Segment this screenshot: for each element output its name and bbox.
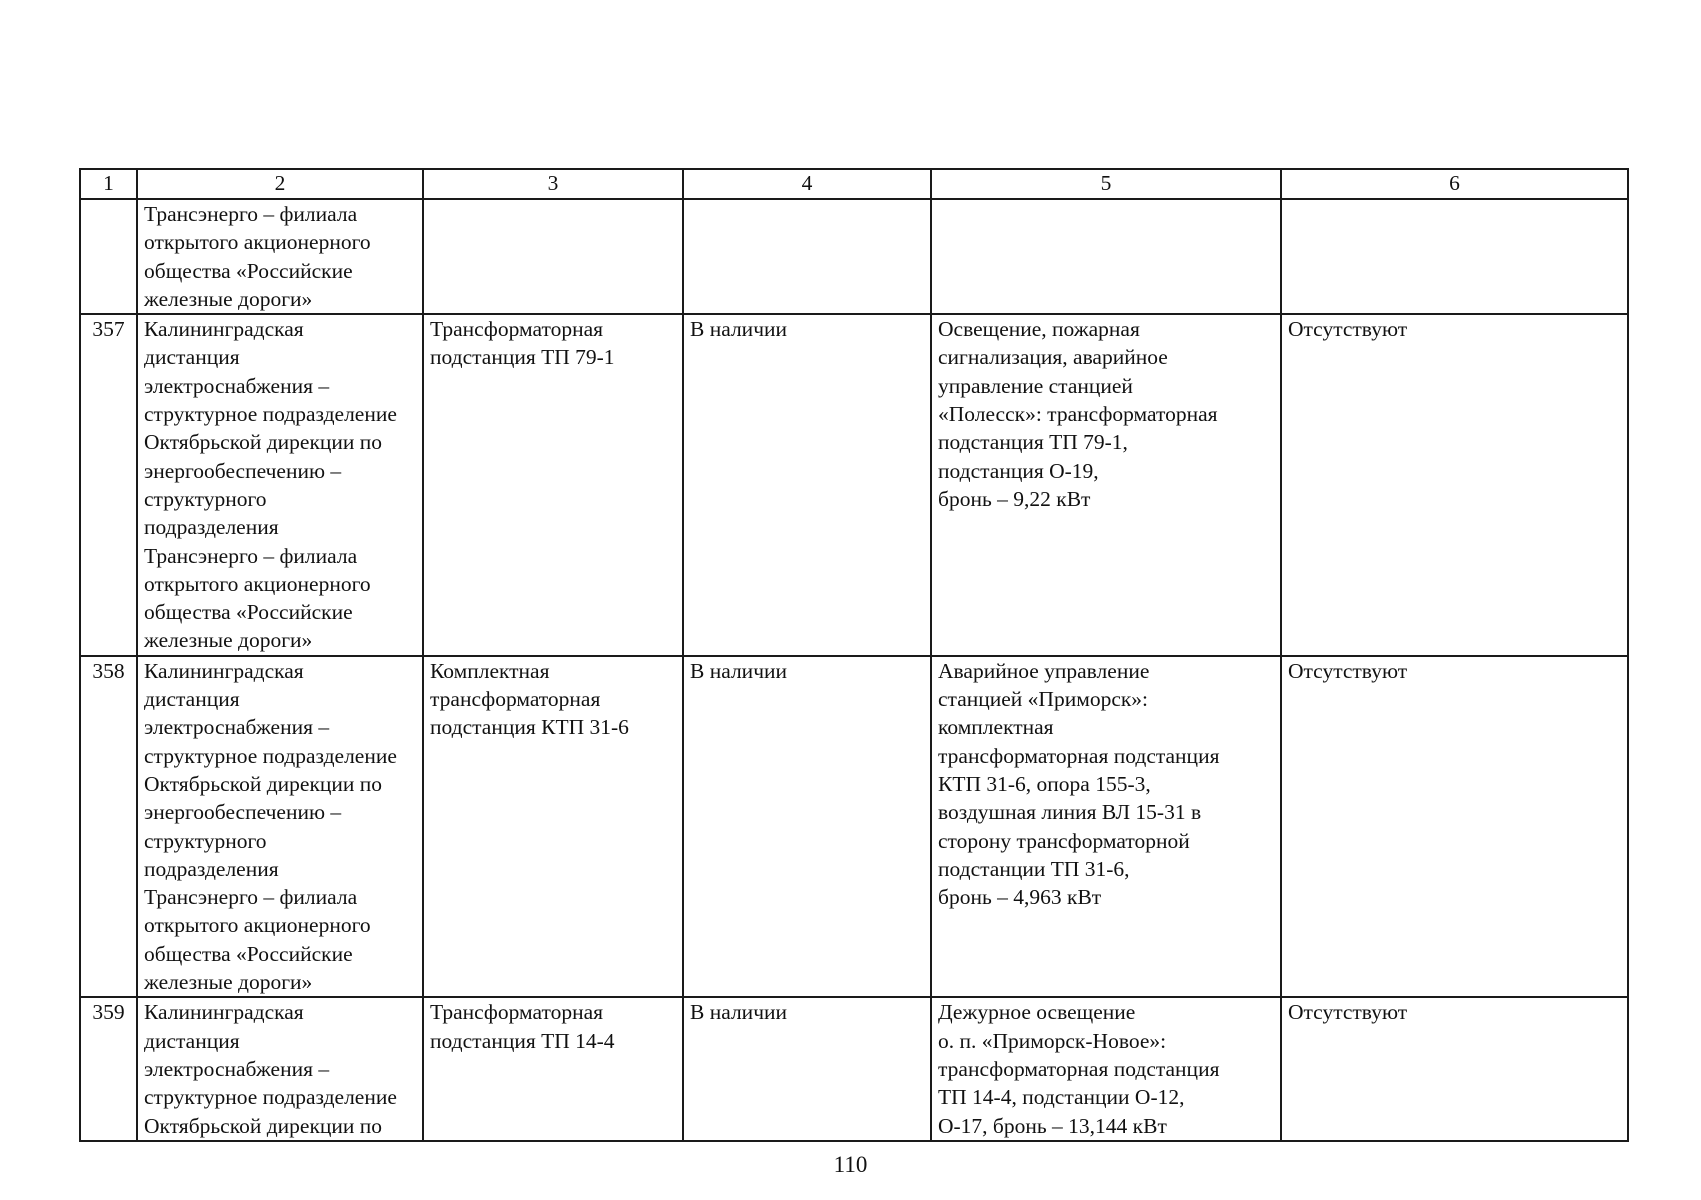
text-line: комплектная: [938, 715, 1054, 740]
cell-object: [423, 314, 683, 656]
text-line: подразделения: [144, 856, 279, 881]
text-line: дистанция: [144, 687, 240, 712]
text-line: Октябрьской дирекции по: [144, 430, 383, 455]
text-line: о. п. «Приморск-Новое»:: [938, 1028, 1167, 1053]
table-row: [80, 314, 1628, 656]
text-line: электроснабжения –: [144, 715, 330, 740]
text-line: общества «Российские: [144, 258, 353, 283]
cell-organization: [137, 314, 423, 656]
cell-availability: [683, 199, 931, 314]
text-line: структурное подразделение: [144, 402, 397, 427]
cell-description: [931, 314, 1281, 656]
text-line: дистанция: [144, 345, 240, 370]
data-table: [79, 168, 1629, 1142]
text-line: Калининградская: [144, 658, 304, 683]
text-line: сторону трансформаторной: [938, 828, 1190, 853]
text-line: общества «Российские: [144, 941, 353, 966]
text-line: структурное подразделение: [144, 743, 397, 768]
column-header-2: 2: [137, 169, 423, 199]
text-line: Октябрьской дирекции по: [144, 1113, 383, 1138]
text-line: подстанция КТП 31-6: [430, 715, 629, 740]
cell-number: 359: [80, 997, 137, 1140]
cell-organization: [137, 997, 423, 1140]
cell-number: 357: [80, 314, 137, 656]
column-header-1: 1: [80, 169, 137, 199]
cell-availability: В наличии: [683, 656, 931, 998]
table-body: [80, 199, 1628, 1141]
text-line: воздушная линия ВЛ 15-31 в: [938, 800, 1202, 825]
text-line: «Полесск»: трансформаторная: [938, 402, 1218, 427]
text-line: ТП 14-4, подстанции О-12,: [938, 1085, 1185, 1110]
text-line: управление станцией: [938, 373, 1133, 398]
column-header-6: 6: [1281, 169, 1628, 199]
text-line: открытого акционерного: [144, 230, 371, 255]
text-line: сигнализация, аварийное: [938, 345, 1168, 370]
text-line: Трансэнерго – филиала: [144, 543, 358, 568]
text-line: подстанция ТП 79-1,: [938, 430, 1128, 455]
text-line: Трансформаторная: [430, 1000, 604, 1025]
text-line: открытого акционерного: [144, 571, 371, 596]
column-header-4: 4: [683, 169, 931, 199]
text-line: дистанция: [144, 1028, 240, 1053]
text-line: энергообеспечению –: [144, 800, 342, 825]
text-line: железные дороги»: [144, 970, 313, 995]
text-line: Комплектная: [430, 658, 550, 683]
text-line: КТП 31-6, опора 155-3,: [938, 771, 1151, 796]
text-line: Дежурное освещение: [938, 1000, 1136, 1025]
cell-number: 358: [80, 656, 137, 998]
text-line: Калининградская: [144, 1000, 304, 1025]
cell-object: [423, 997, 683, 1140]
text-line: железные дороги»: [144, 628, 313, 653]
text-line: трансформаторная подстанция: [938, 1056, 1220, 1081]
text-line: структурного: [144, 828, 267, 853]
text-line: энергообеспечению –: [144, 458, 342, 483]
text-line: бронь – 9,22 кВт: [938, 486, 1091, 511]
text-line: подстанция ТП 79-1: [430, 345, 615, 370]
table-header: [80, 169, 1628, 199]
text-line: подстанция ТП 14-4: [430, 1028, 615, 1053]
cell-availability: В наличии: [683, 314, 931, 656]
text-line: Трансэнерго – филиала: [144, 202, 358, 226]
cell-number: [80, 199, 137, 314]
cell-description: [931, 997, 1281, 1140]
text-line: станцией «Приморск»:: [938, 687, 1149, 712]
text-line: О-17, бронь – 13,144 кВт: [938, 1113, 1167, 1138]
table-row: [80, 997, 1628, 1140]
text-line: трансформаторная подстанция: [938, 743, 1220, 768]
cell-availability: В наличии: [683, 997, 931, 1140]
text-line: Аварийное управление: [938, 658, 1150, 683]
text-line: Октябрьской дирекции по: [144, 771, 383, 796]
text-line: подразделения: [144, 515, 279, 540]
text-line: подстанции ТП 31-6,: [938, 856, 1130, 881]
text-line: электроснабжения –: [144, 1056, 330, 1081]
text-line: открытого акционерного: [144, 913, 371, 938]
cell-organization: [137, 199, 423, 314]
text-line: общества «Российские: [144, 600, 353, 625]
table-row-continuation: [80, 199, 1628, 314]
text-line: железные дороги»: [144, 286, 313, 311]
cell-notes: [1281, 199, 1628, 314]
text-line: электроснабжения –: [144, 373, 330, 398]
column-header-5: 5: [931, 169, 1281, 199]
text-line: бронь – 4,963 кВт: [938, 885, 1102, 910]
cell-notes: Отсутствуют: [1281, 997, 1628, 1140]
text-line: структурное подразделение: [144, 1085, 397, 1110]
text-line: структурного: [144, 486, 267, 511]
text-line: подстанция О-19,: [938, 458, 1099, 483]
cell-object: [423, 656, 683, 998]
cell-description: [931, 199, 1281, 314]
text-line: Трансформаторная: [430, 317, 604, 342]
header-row: [80, 169, 1628, 199]
cell-organization: [137, 656, 423, 998]
text-line: Трансэнерго – филиала: [144, 885, 358, 910]
cell-notes: Отсутствуют: [1281, 314, 1628, 656]
document-sheet: [79, 168, 1627, 1142]
cell-object: [423, 199, 683, 314]
text-line: трансформаторная: [430, 687, 601, 712]
text-line: Калининградская: [144, 317, 304, 342]
table-row: [80, 656, 1628, 998]
cell-description: [931, 656, 1281, 998]
cell-notes: Отсутствуют: [1281, 656, 1628, 998]
text-line: Освещение, пожарная: [938, 317, 1140, 342]
column-header-3: 3: [423, 169, 683, 199]
page-number: 110: [833, 1152, 868, 1177]
